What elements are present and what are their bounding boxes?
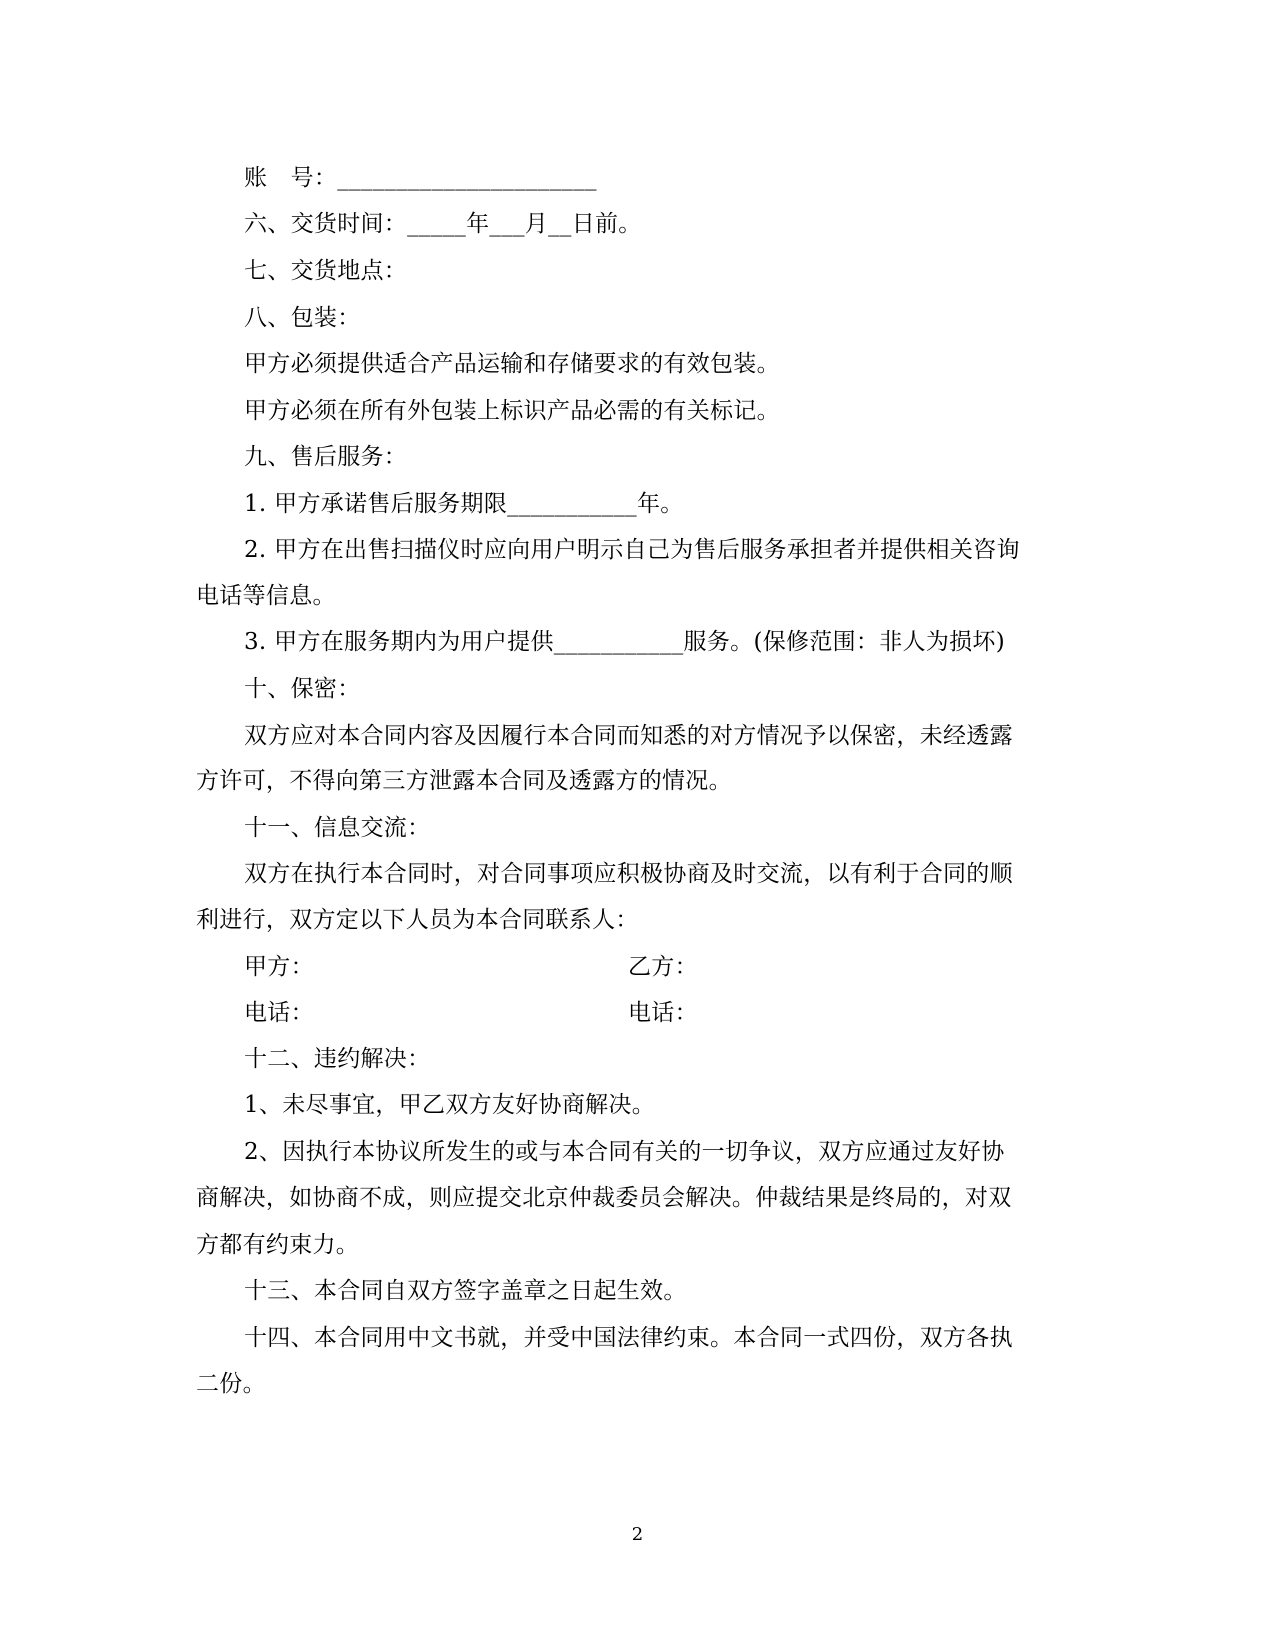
after-sales-clause-1: 1. 甲方承诺售后服务期限___________年。 — [244, 491, 684, 517]
packaging-heading: 八、包装： — [244, 305, 361, 331]
language-clause-cont: 二份。 — [196, 1371, 266, 1397]
after-sales-clause-3: 3. 甲方在服务期内为用户提供___________服务。(保修范围：非人为损坏) — [244, 629, 1006, 655]
dispute-heading: 十二、违约解决： — [244, 1046, 431, 1072]
packaging-clause-1: 甲方必须提供适合产品运输和存储要求的有效包装。 — [244, 351, 780, 377]
delivery-location-heading: 七、交货地点： — [244, 258, 408, 284]
communication-heading: 十一、信息交流： — [244, 815, 431, 841]
dispute-clause-2: 2、因执行本协议所发生的或与本合同有关的一切争议，双方应通过友好协 — [244, 1139, 1005, 1165]
language-clause: 十四、本合同用中文书就，并受中国法律约束。本合同一式四份，双方各执 — [244, 1325, 1013, 1351]
effective-clause: 十三、本合同自双方签字盖章之日起生效。 — [244, 1278, 687, 1304]
after-sales-heading: 九、售后服务： — [244, 444, 408, 470]
communication-clause-cont: 利进行，双方定以下人员为本合同联系人： — [196, 907, 639, 933]
phone-a-label: 电话： — [244, 1000, 314, 1026]
page-number: 2 — [631, 1524, 644, 1545]
account-number-line: 账 号：______________________ — [244, 165, 597, 191]
dispute-clause-2-end: 方都有约束力。 — [196, 1232, 360, 1258]
delivery-time-line: 六、交货时间：_____年___月__日前。 — [244, 211, 642, 237]
dispute-clause-1: 1、未尽事宜，甲乙双方友好协商解决。 — [244, 1092, 656, 1118]
after-sales-clause-2-cont: 电话等信息。 — [196, 583, 336, 609]
after-sales-clause-2: 2. 甲方在出售扫描仪时应向用户明示自己为售后服务承担者并提供相关咨询 — [244, 537, 1020, 563]
confidentiality-heading: 十、保密： — [244, 676, 361, 702]
communication-clause: 双方在执行本合同时，对合同事项应积极协商及时交流，以有利于合同的顺 — [244, 861, 1013, 887]
party-b-label: 乙方： — [628, 954, 698, 980]
phone-b-label: 电话： — [628, 1000, 698, 1026]
party-a-label: 甲方： — [244, 954, 314, 980]
confidentiality-clause: 双方应对本合同内容及因履行本合同而知悉的对方情况予以保密，未经透露 — [244, 723, 1013, 749]
packaging-clause-2: 甲方必须在所有外包装上标识产品必需的有关标记。 — [244, 398, 780, 424]
dispute-clause-2-cont: 商解决，如协商不成，则应提交北京仲裁委员会解决。仲裁结果是终局的，对双 — [196, 1185, 1012, 1211]
confidentiality-clause-cont: 方许可，不得向第三方泄露本合同及透露方的情况。 — [196, 768, 732, 794]
